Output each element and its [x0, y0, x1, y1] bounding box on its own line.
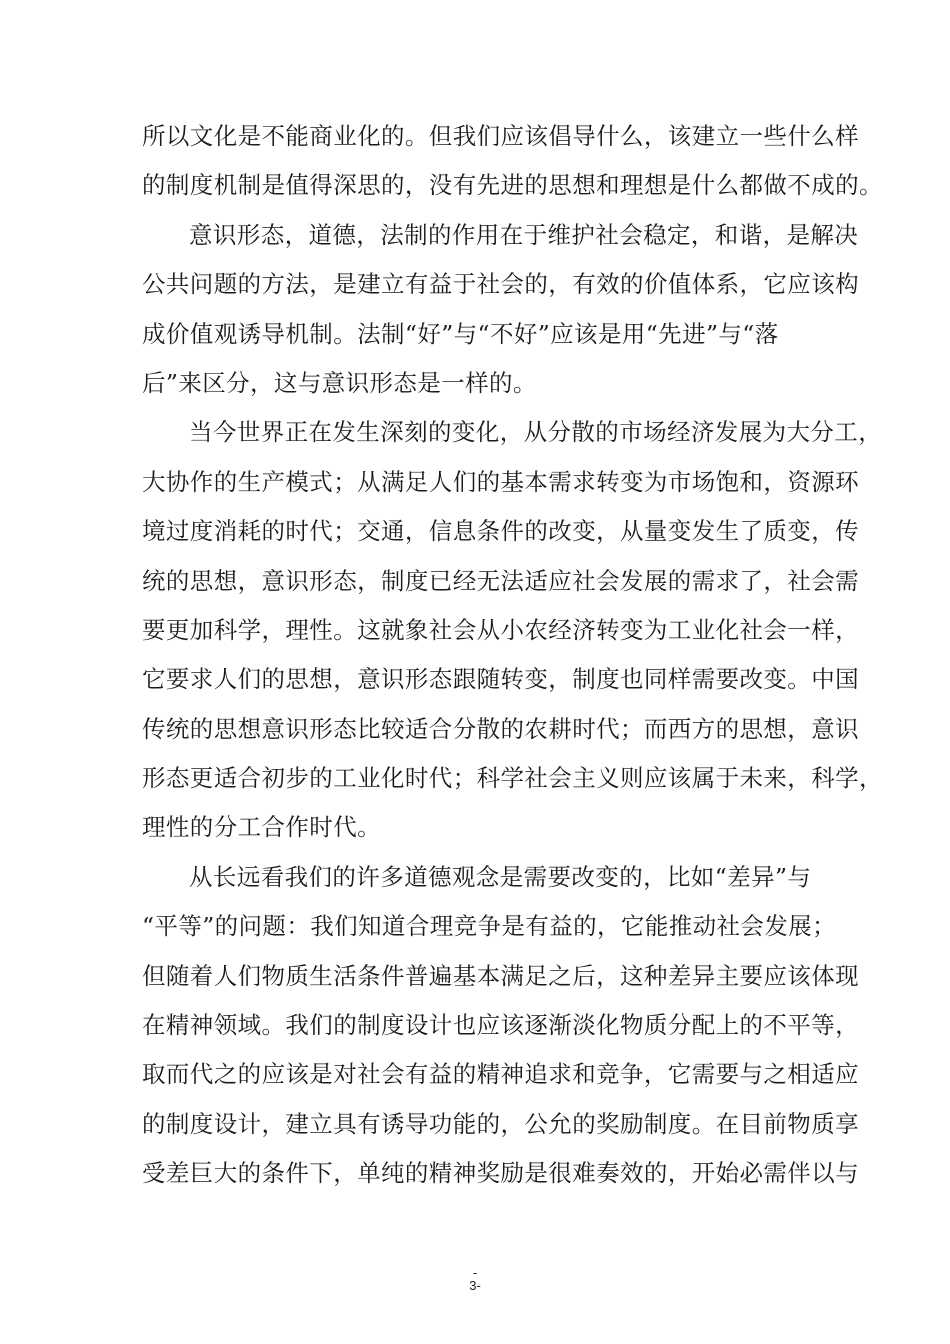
text-line: 形态更适合初步的工业化时代；科学社会主义则应该属于未来，科学， [142, 764, 883, 793]
page-number: 3- [469, 1278, 481, 1293]
text-line: 后”来区分，这与意识形态是一样的。 [142, 368, 537, 397]
text-line: “平等”的问题：我们知道合理竞争是有益的，它能推动社会发展； [142, 912, 837, 941]
paragraph-start-line: 当今世界正在发生深刻的变化，从分散的市场经济发展为大分工， [189, 418, 883, 447]
text-line: 公共问题的方法，是建立有益于社会的，有效的价值体系，它应该构 [142, 270, 859, 299]
text-line: 在精神领域。我们的制度设计也应该逐渐淡化物质分配上的不平等， [142, 1011, 859, 1040]
text-line: 统的思想，意识形态，制度已经无法适应社会发展的需求了，社会需 [142, 566, 859, 595]
text-line: 取而代之的应该是对社会有益的精神追求和竞争，它需要与之相适应 [142, 1060, 859, 1089]
text-line: 的制度设计，建立具有诱导功能的，公允的奖励制度。在目前物质享 [142, 1109, 859, 1138]
text-line: 成价值观诱导机制。法制“好”与“不好”应该是用“先进”与“落 [142, 319, 779, 348]
text-line: 的制度机制是值得深思的，没有先进的思想和理想是什么都做不成的。 [142, 171, 883, 200]
text-line: 所以文化是不能商业化的。但我们应该倡导什么，该建立一些什么样 [142, 122, 859, 150]
text-line: 受差巨大的条件下，单纯的精神奖励是很难奏效的，开始必需伴以与 [142, 1159, 859, 1188]
paragraph-start-line: 意识形态，道德，法制的作用在于维护社会稳定，和谐，是解决 [189, 220, 859, 249]
text-line: 大协作的生产模式；从满足人们的基本需求转变为市场饱和，资源环 [142, 467, 859, 496]
text-line: 要更加科学，理性。这就象社会从小农经济转变为工业化社会一样， [142, 615, 859, 644]
text-line: 它要求人们的思想，意识形态跟随转变，制度也同样需要改变。中国 [142, 665, 859, 694]
text-line: 传统的思想意识形态比较适合分散的农耕时代；而西方的思想，意识 [142, 714, 859, 743]
body-text [142, 112, 883, 1199]
paragraph-start-line: 从长远看我们的许多道德观念是需要改变的，比如“差异”与 [189, 862, 812, 891]
text-line: 但随着人们物质生活条件普遍基本满足之后，这种差异主要应该体现 [142, 961, 859, 990]
text-line: 理性的分工合作时代。 [142, 813, 381, 842]
text-line: 境过度消耗的时代；交通，信息条件的改变，从量变发生了质变，传 [142, 517, 859, 546]
footer-dash: - [472, 1265, 478, 1280]
page-footer [0, 1266, 950, 1292]
